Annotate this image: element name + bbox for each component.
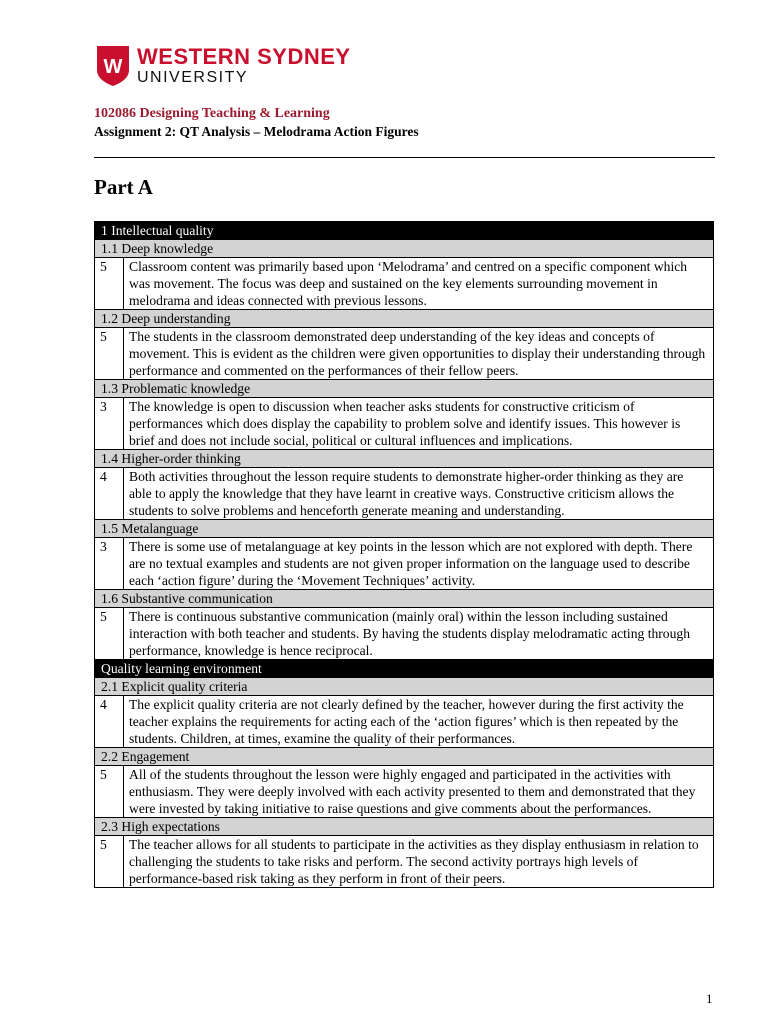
item-body-row — [95, 766, 714, 818]
item-score: 4 — [95, 468, 124, 520]
section-title: 1 Intellectual quality — [95, 222, 714, 240]
item-title: 1.6 Substantive communication — [95, 590, 714, 608]
item-header-row — [95, 380, 714, 398]
item-title: 1.3 Problematic knowledge — [95, 380, 714, 398]
header-divider — [94, 157, 715, 158]
item-body-row — [95, 836, 714, 888]
item-score: 5 — [95, 608, 124, 660]
item-comment: Classroom content was primarily based upon ‘Melodrama’ and centred on a specific component which was movement. The focus was deep and sustained on the key elements surrounding movement in melodrama and ideas connected with previous lessons. — [124, 258, 714, 310]
section-header-row — [95, 222, 714, 240]
item-comment: There is some use of metalanguage at key points in the lesson which are not explored with depth. There are no textual examples and students are not given proper information on the language used to describe each ‘action figure’ during the ‘Movement Techniques’ activity. — [124, 538, 714, 590]
item-body-row — [95, 258, 714, 310]
item-title: 2.2 Engagement — [95, 748, 714, 766]
item-title: 1.1 Deep knowledge — [95, 240, 714, 258]
item-body-row — [95, 398, 714, 450]
item-comment: Both activities throughout the lesson require students to demonstrate higher-order thinking as they are able to apply the knowledge that they have learnt in creative ways. Constructive criticism allows the students to solve problems and henceforth generate meaning and understanding. — [124, 468, 714, 520]
item-comment: There is continuous substantive communication (mainly oral) within the lesson including sustained interaction with both teacher and students. By having the students display melodramatic acting through performance, knowledge is hence reciprocal. — [124, 608, 714, 660]
item-title: 2.1 Explicit quality criteria — [95, 678, 714, 696]
item-body-row — [95, 608, 714, 660]
item-header-row — [95, 818, 714, 836]
assignment-title: Assignment 2: QT Analysis – Melodrama Action Figures — [94, 124, 419, 139]
item-score: 5 — [95, 328, 124, 380]
item-comment: The knowledge is open to discussion when teacher asks students for constructive criticism of performances which does display the capability to problem solve and identify issues. This however is brief and does not include social, political or cultural influences and implications. — [124, 398, 714, 450]
item-body-row — [95, 468, 714, 520]
item-score: 3 — [95, 538, 124, 590]
qt-analysis-table — [94, 221, 714, 888]
part-title: Part A — [94, 175, 153, 199]
item-score: 5 — [95, 836, 124, 888]
item-score: 5 — [95, 766, 124, 818]
item-score: 3 — [95, 398, 124, 450]
item-header-row — [95, 678, 714, 696]
item-comment: The explicit quality criteria are not clearly defined by the teacher, however during the first activity the teacher explains the requirements for acting each of the ‘action figures’ which is then repeated by the students. Children, at times, examine the quality of their performances. — [124, 696, 714, 748]
svg-text:W: W — [103, 56, 123, 78]
item-title: 1.5 Metalanguage — [95, 520, 714, 538]
item-header-row — [95, 520, 714, 538]
item-header-row — [95, 240, 714, 258]
item-title: 1.2 Deep understanding — [95, 310, 714, 328]
item-body-row — [95, 696, 714, 748]
item-title: 1.4 Higher-order thinking — [95, 450, 714, 468]
item-header-row — [95, 748, 714, 766]
item-body-row — [95, 538, 714, 590]
item-comment: All of the students throughout the lesson were highly engaged and participated in the activities with enthusiasm. They were deeply involved with each activity presented to them and demonstrated that they were invested by taking initiative to raise questions and give comments about the performances. — [124, 766, 714, 818]
section-title: Quality learning environment — [95, 660, 714, 678]
item-header-row — [95, 450, 714, 468]
logo-text-line1: WESTERN SYDNEY — [137, 44, 351, 69]
course-title: 102086 Designing Teaching & Learning — [94, 106, 330, 121]
section-header-row — [95, 660, 714, 678]
item-comment: The teacher allows for all students to participate in the activities as they display enthusiasm in relation to challenging the students to take risks and perform. The second activity portrays high levels of performance-based risk taking as they perform in front of their peers. — [124, 836, 714, 888]
logo-text-line2: UNIVERSITY — [137, 69, 249, 86]
item-body-row — [95, 328, 714, 380]
university-logo — [97, 44, 351, 88]
page-number: 1 — [706, 991, 713, 1006]
item-header-row — [95, 590, 714, 608]
item-title: 2.3 High expectations — [95, 818, 714, 836]
item-score: 5 — [95, 258, 124, 310]
item-comment: The students in the classroom demonstrated deep understanding of the key ideas and concepts of movement. This is evident as the children were given opportunities to display their understanding through performance and commented on the performances of their fellow peers. — [124, 328, 714, 380]
item-header-row — [95, 310, 714, 328]
item-score: 4 — [95, 696, 124, 748]
shield-logo-icon — [97, 46, 129, 86]
